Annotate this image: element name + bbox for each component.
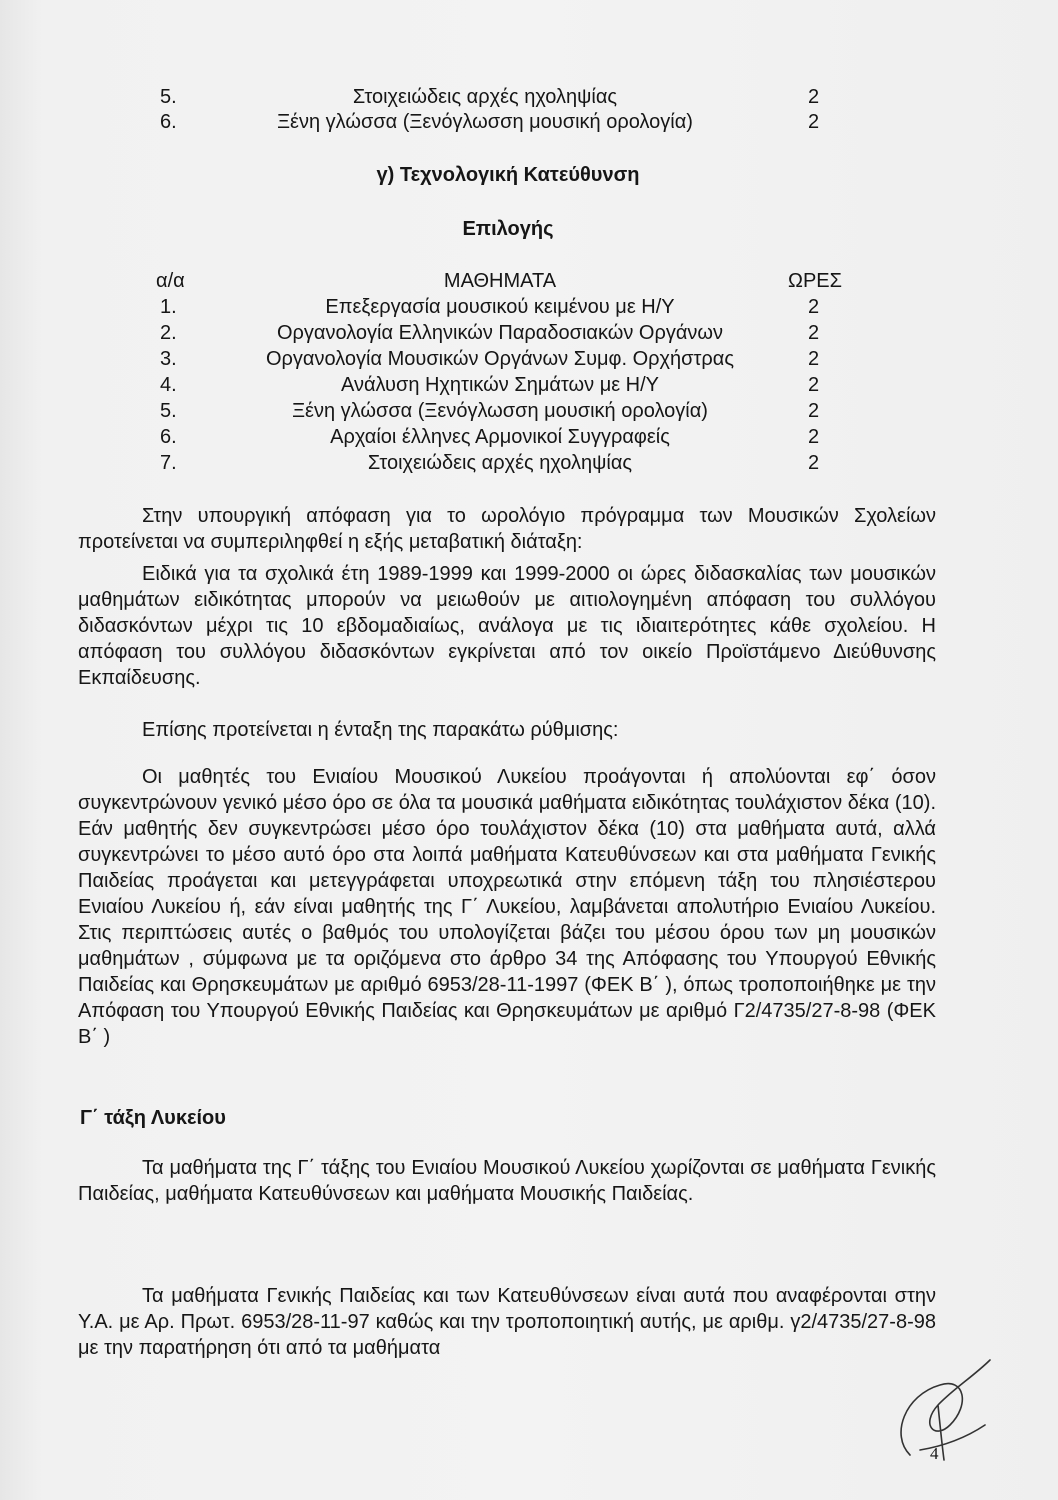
- row-number: 7.: [160, 452, 177, 474]
- course-name: Επεξεργασία μουσικού κειμένου με Η/Υ: [325, 296, 675, 318]
- row-number: 6.: [160, 426, 177, 448]
- course-name: Αρχαίοι έλληνες Αρμονικοί Συγγραφείς: [330, 426, 670, 448]
- course-name: Στοιχειώδεις αρχές ηχοληψίας: [367, 452, 633, 474]
- course-name: Ανάλυση Ηχητικών Σημάτων με Η/Υ: [340, 374, 660, 396]
- course-hours: 2: [808, 426, 820, 448]
- course-name: Ξένη γλώσσα (Ξενόγλωσση μουσική ορολογία): [277, 111, 693, 133]
- row-number: 1.: [160, 296, 177, 318]
- course-hours: 2: [808, 322, 820, 344]
- paragraph-promotion-rules: Οι μαθητές του Ενιαίου Μουσικού Λυκείου προάγονται ή απολύονται εφ΄ όσον συγκεντρώνουν γενικό μέσο όρο σε όλα τα μουσικά μαθήματα ειδικότητας τουλάχιστον δέκα (10). Εάν μαθητής δεν συγκεντρώσει μέσο όρο τουλάχιστον δέκα (10) στα μαθήματα αυτά, αλλά συγκεντρώνει το μέσο αυτό όρο στα λοιπά μαθήματα Κατευθύνσεων και στα μαθήματα Γενικής Παιδείας προάγεται και μετεγγράφεται υποχρεωτικά στην επόμενη τάξη του πλησιέστερου Ενιαίου Λυκείου ή, εάν είναι μαθητής της Γ΄ Λυκείου, λαμβάνεται απολυτήριο Ενιαίου Λυκείου. Στις περιπτώσεις αυτές ο βαθμός του υπολογίζεται βάζει του μέσου όρου των μη μουσικών μαθημάτων , σύμφωνα με τα οριζόμενα στο άρθρο 34 της Απόφασης του Υπουργού Εθνικής Παιδείας και Θρησκευμάτων με αριθμό 6953/28-11-1997 (ΦΕΚ Β΄ ), όπως τροποποιήθηκε με την Απόφαση του Υπουργού Εθνικής Παιδείας και Θρησκευμάτων με αριθμό Γ2/4735/27-8-98 (ΦΕΚ Β΄ ): [78, 766, 936, 1048]
- course-hours: 2: [808, 111, 820, 133]
- row-number: 4.: [160, 374, 177, 396]
- paragraph-teaching-hours: Ειδικά για τα σχολικά έτη 1989-1999 και 1999-2000 οι ώρες διδασκαλίας των μουσικών μαθημάτων ειδικότητας μπορούν να μειωθούν με αιτιολογημένη απόφαση του συλλόγου διδασκόντων μέχρι τις 10 εβδομαδιαίως, ανάλογα με τις ιδιαιτερότητες κάθε σχολείου. Η απόφαση του συλλόγου διδασκόντων εγκρίνεται από τον οικείο Προϊστάμενο Διεύθυνσης Εκπαίδευσης.: [78, 563, 936, 689]
- paragraph-general-courses: Τα μαθήματα Γενικής Παιδείας και των Κατευθύνσεων είναι αυτά που αναφέρονται στην Υ.Α. με Αρ. Πρωτ. 6953/28-11-97 καθώς και την τροποποιητική αυτής, με αριθμ. γ2/4735/27-8-98 με την παρατήρηση ότι από τα μαθήματα: [78, 1285, 936, 1359]
- row-number: 5.: [160, 400, 177, 422]
- course-hours: 2: [808, 86, 820, 108]
- course-name: Οργανολογία Ελληνικών Παραδοσιακών Οργάνων: [276, 322, 724, 344]
- row-number: 3.: [160, 348, 177, 370]
- row-number: 5.: [160, 86, 177, 108]
- course-hours: 2: [808, 296, 820, 318]
- page-number: 4: [930, 1444, 939, 1463]
- paragraph-transitional-provision: Στην υπουργική απόφαση για το ωρολόγιο πρόγραμμα των Μουσικών Σχολείων προτείνεται να συμπεριληφθεί η εξής μεταβατική διάταξη:: [78, 505, 936, 553]
- course-hours: 2: [808, 348, 820, 370]
- row-number: 6.: [160, 111, 177, 133]
- course-name: Οργανολογία Μουσικών Οργάνων Συμφ. Ορχήστρας: [265, 348, 734, 370]
- table-header-number: α/α: [156, 270, 185, 292]
- table-header-hours: ΩΡΕΣ: [788, 270, 842, 292]
- course-hours: 2: [808, 400, 820, 422]
- elective-heading: Επιλογής: [462, 218, 554, 240]
- paragraph-c-grade-courses: Τα μαθήματα της Γ΄ τάξης του Ενιαίου Μουσικού Λυκείου χωρίζονται σε μαθήματα Γενικής Παιδείας, μαθήματα Κατευθύνσεων και μαθήματα Μουσικής Παιδείας.: [78, 1157, 936, 1205]
- course-name: Ξένη γλώσσα (Ξενόγλωσση μουσική ορολογία): [292, 400, 708, 422]
- paragraph-proposal: Επίσης προτείνεται η ένταξη της παρακάτω ρύθμισης:: [142, 719, 619, 741]
- table-header-courses: ΜΑΘΗΜΑΤΑ: [443, 270, 557, 292]
- section-title-c-grade: Γ΄ τάξη Λυκείου: [80, 1107, 226, 1129]
- row-number: 2.: [160, 322, 177, 344]
- tech-direction-heading: γ) Τεχνολογική Κατεύθυνση: [376, 164, 640, 186]
- course-hours: 2: [808, 452, 820, 474]
- course-hours: 2: [808, 374, 820, 396]
- course-name: Στοιχειώδεις αρχές ηχοληψίας: [352, 86, 618, 108]
- signature-mark: [880, 1355, 1010, 1465]
